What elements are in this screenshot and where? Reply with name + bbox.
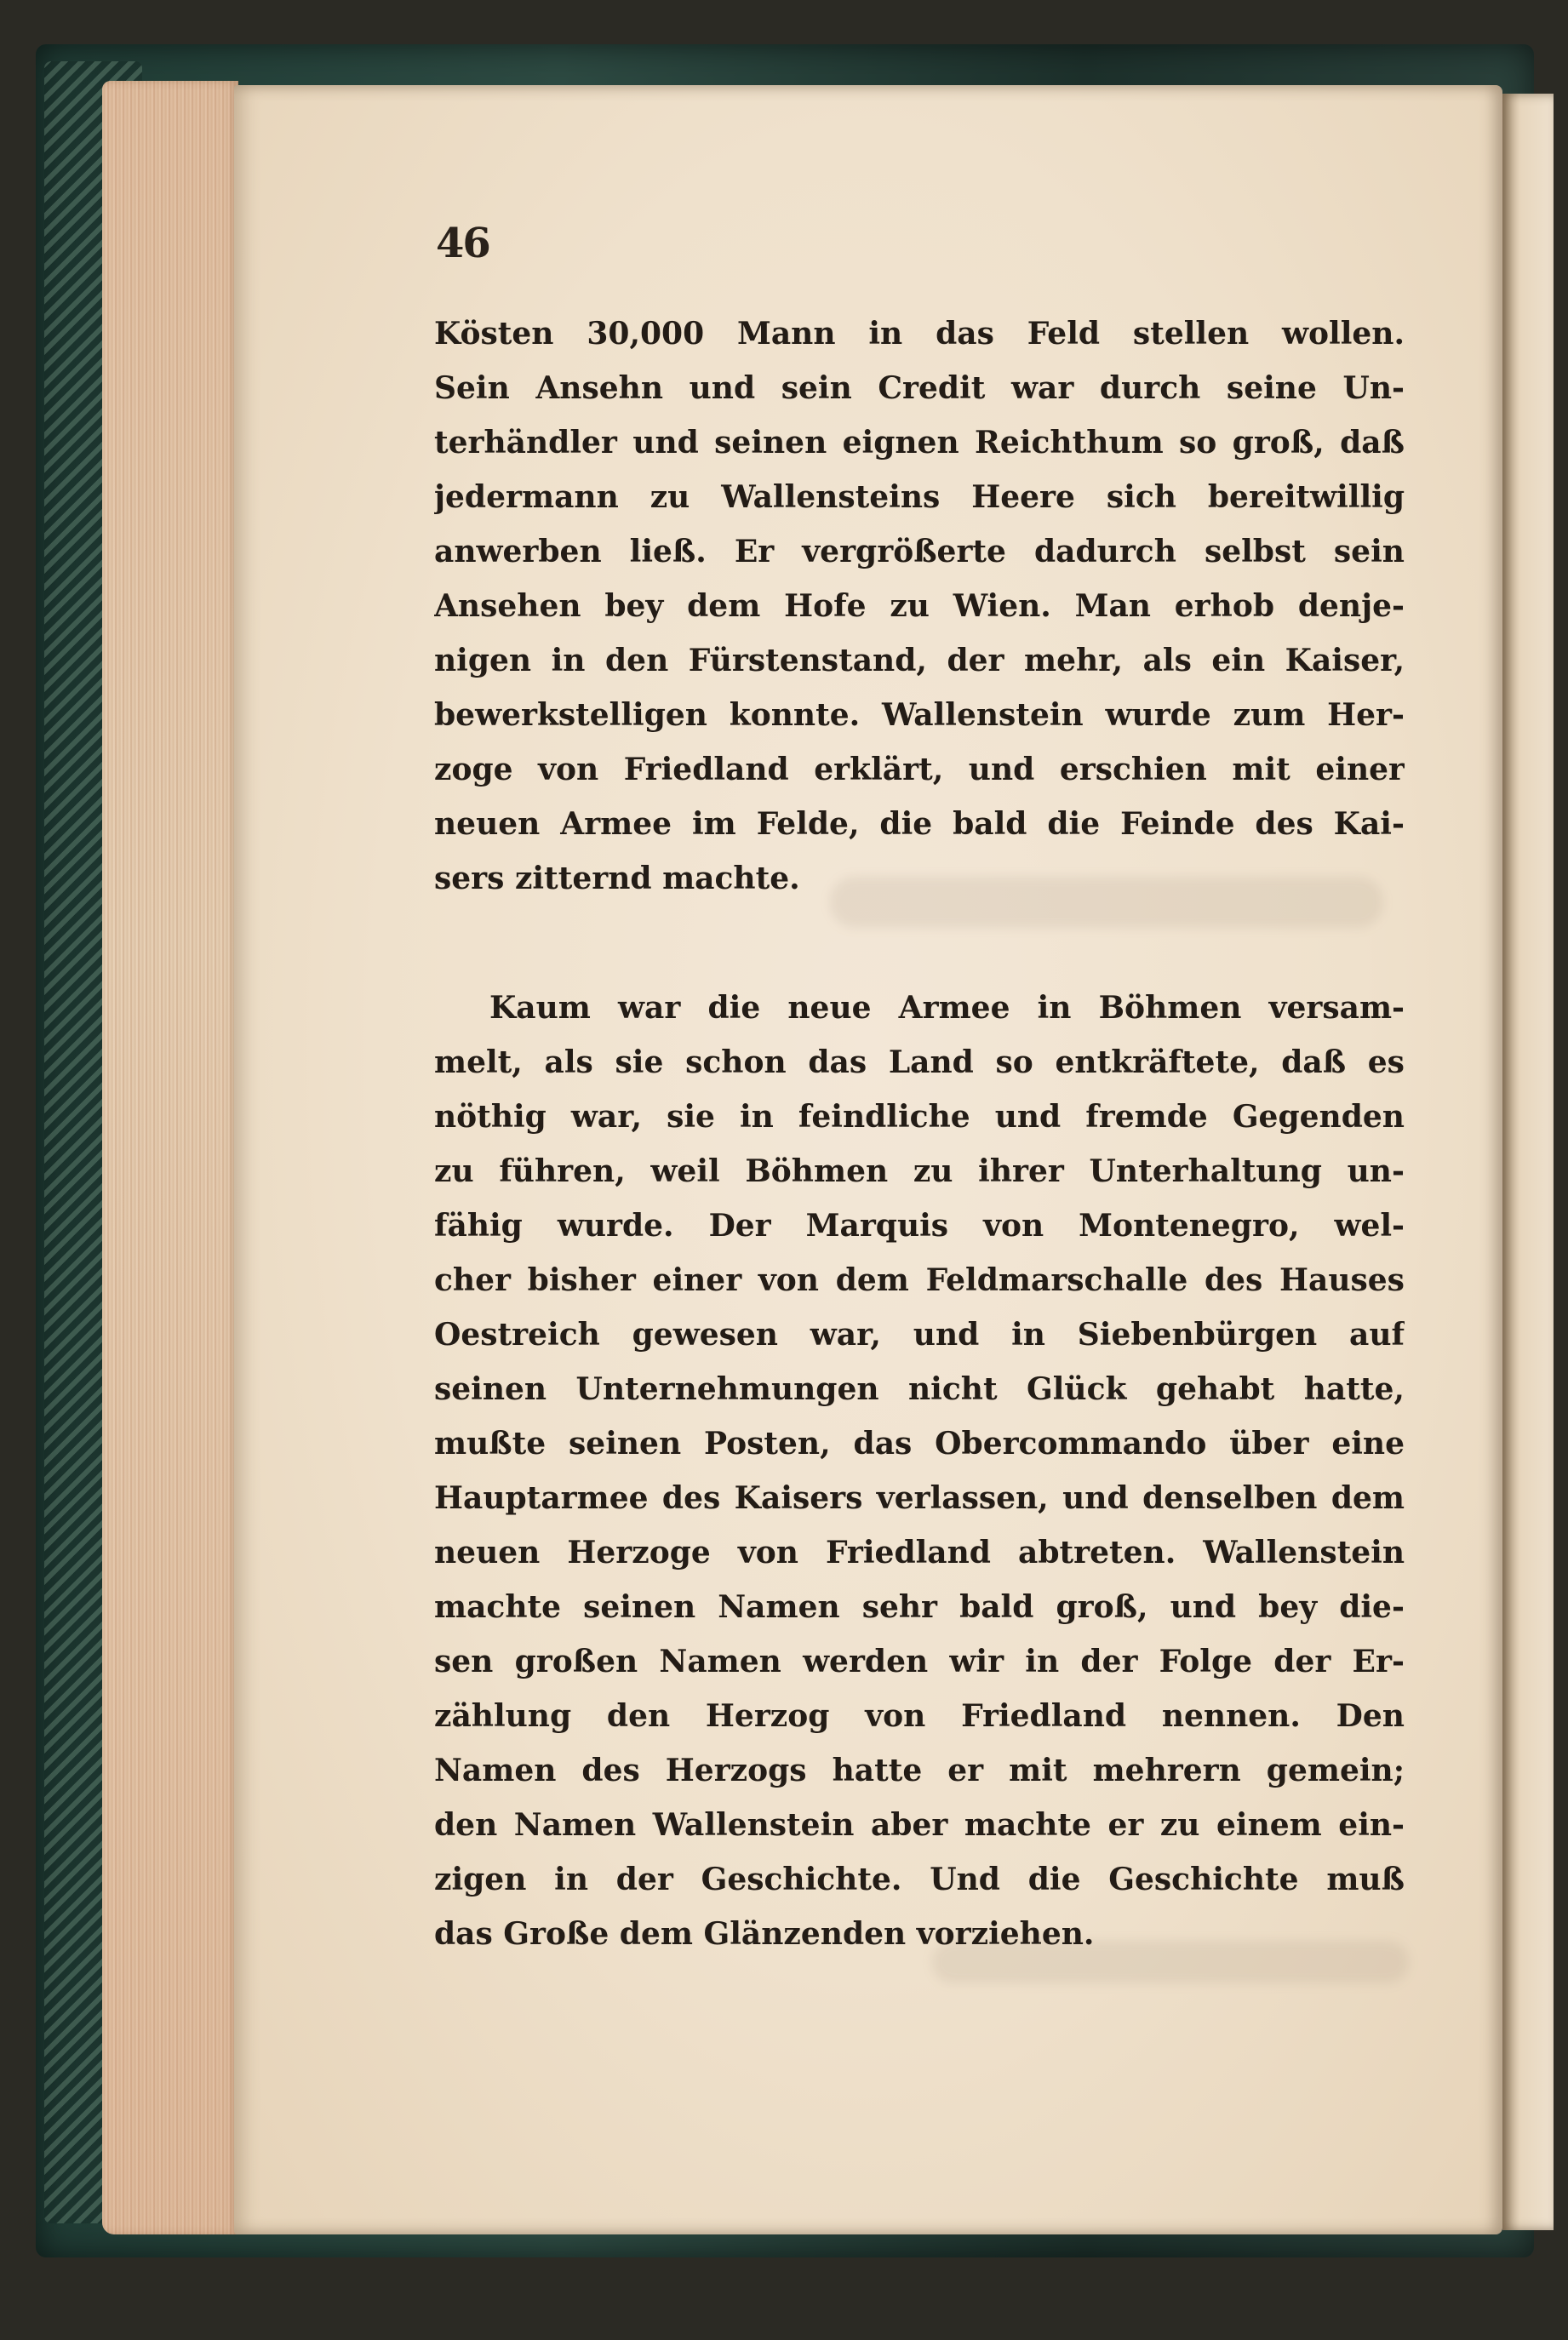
text-line: terhändler und seinen eignen Reichthum so groß, daß [434,425,1405,461]
text-line: Namen des Herzogs hatte er mit mehrern gemein; [434,1753,1405,1788]
text-line: neuen Herzoge von Friedland abtreten. Wallenstein [434,1535,1405,1570]
text-line: melt, als sie schon das Land so entkräftete, daß es [434,1044,1405,1080]
text-line: bewerkstelligen konnte. Wallenstein wurde zum Her- [434,697,1405,733]
text-line: zigen in der Geschichte. Und die Geschichte muß [434,1862,1405,1897]
text-line: machte seinen Namen sehr bald groß, und bey die- [434,1589,1405,1625]
text-line: Kösten 30,000 Mann in das Feld stellen wollen. [434,316,1405,352]
page-edges [102,81,238,2234]
text-line: Oestreich gewesen war, und in Siebenbürgen auf [434,1317,1405,1353]
paragraph-gap [434,906,1405,981]
text-line: anwerben ließ. Er vergrößerte dadurch selbst sein [434,534,1405,569]
text-line: zu führen, weil Böhmen zu ihrer Unterhaltung un- [434,1153,1405,1189]
text-line: nöthig war, sie in feindliche und fremde Gegenden [434,1099,1405,1135]
text-line: Kaum war die neue Armee in Böhmen versam- [489,990,1405,1026]
text-line: zählung den Herzog von Friedland nennen. Den [434,1698,1405,1734]
facing-page-edge [1502,94,1554,2230]
text-line: zoge von Friedland erklärt, und erschien mit einer [434,752,1405,787]
text-line: seinen Unternehmungen nicht Glück gehabt hatte, [434,1371,1405,1407]
text-line: cher bisher einer von dem Feldmarschalle des Hauses [434,1262,1405,1298]
text-line: Hauptarmee des Kaisers verlassen, und denselben dem [434,1480,1405,1516]
text-line: das Große dem Glänzenden vorziehen. [434,1916,1095,1952]
page-number: 46 [436,220,489,267]
text-line: Ansehen bey dem Hofe zu Wien. Man erhob denje- [434,588,1405,624]
text-line: mußte seinen Posten, das Obercommando über eine [434,1426,1405,1462]
body-text [434,306,1405,1961]
paragraph-2 [434,981,1405,1961]
text-line: jedermann zu Wallensteins Heere sich bereitwillig [434,479,1405,515]
text-line: neuen Armee im Felde, die bald die Feinde des Kai- [434,806,1405,842]
paragraph-1 [434,306,1405,906]
text-line: sen großen Namen werden wir in der Folge der Er- [434,1644,1405,1679]
text-line: Sein Ansehn und sein Credit war durch seine Un- [434,370,1405,406]
text-line: den Namen Wallenstein aber machte er zu einem ein- [434,1807,1405,1843]
text-line: nigen in den Fürstenstand, der mehr, als ein Kaiser, [434,643,1405,678]
text-line: fähig wurde. Der Marquis von Montenegro, wel- [434,1208,1405,1244]
text-line: sers zitternd machte. [434,861,800,896]
